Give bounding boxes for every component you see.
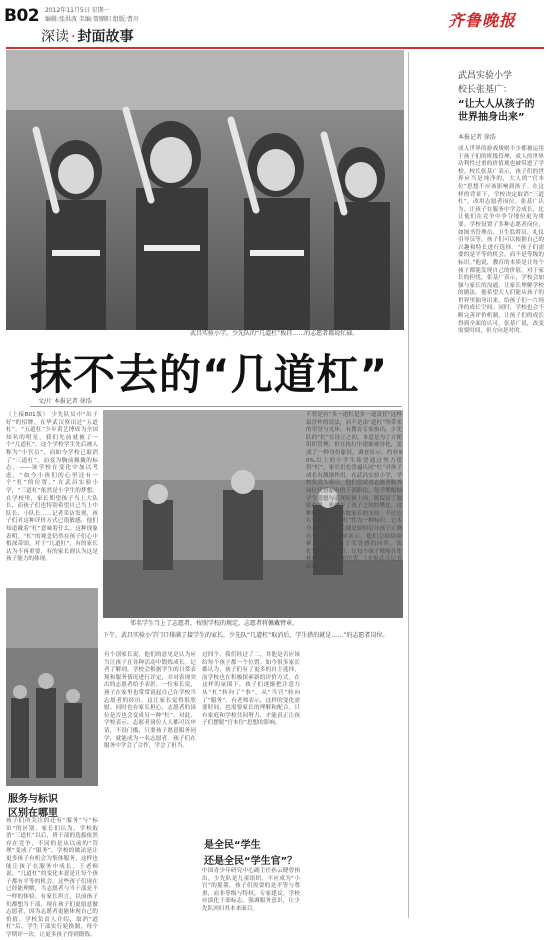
article-col1-text-b: 孩子们所关注的还有“服务”与“标识”的区别。家长们认为，学校取消“三道杠”以后，班干部的选拔依然存在竞争，不同的是从以前的“管理”变成了“服务”。学校的做法是让更多孩子有机会为集体服务，这样也能让孩子在服务中成长。王老师说，“几道杠”的变化本意是让每个孩子都有平等的机会，这些孩子们现在已经能理解，当志愿者与当干部是不一样的体验。有家长坦言，以前孩子们都想当干部，现在孩子们更愿意做志愿者，因为志愿者更能体现自己的价值。学校负责人介绍，取消“道杠”后，学生干部实行轮换制，每个学期评一次，让更多孩子得到锻炼。 [6, 818, 98, 938]
page-number: B02 [4, 6, 40, 26]
sidebar-quote: “让大人从孩子的世界抽身出来” [458, 99, 535, 123]
subheading-question-2: 还是全民“学生官”？ [204, 856, 298, 867]
paper-logo: 齐鲁晚报 [448, 11, 517, 30]
middle-photo-caption: 邻名学生当上了志愿者，按照学校的规定，志愿者将佩戴臂章。 [130, 620, 299, 627]
sidebar-body-text: 成人世界的游戏规则不少都被运用于孩子们的班级管理，成人的世界功利性过重的价值观也被带进了学校。校长张基广表示，孩子们的世界应当是纯净的，大人的“官本位”思想不应该影响到孩子。在这样的背景下，学校决定取消“三道杠”，改用志愿者岗位。张基广认为，让孩子在服务中学会成长，比让他们在竞争中争夺地位更为重要。学校设置了多种志愿者岗位，如图书管理员、卫生监督员、礼仪引导员等，孩子们可以根据自己的兴趣和特长进行选择。“孩子们需要的是平等的机会，而不是等级的标识。”他说，教育的本质是让每个孩子都能发现自己的价值。对于家长的担忧，张基广表示，学校会加强与家长的沟通，让家长理解学校的做法。他希望大人们能从孩子的世界里抽身出来，给孩子们一片纯净的成长空间。同时，学校也会不断完善评价机制，让孩子们的成长得到全面的认可。张基广说，改变需要时间，但方向是对的。 [458, 146, 544, 335]
school-gate-image [6, 588, 98, 786]
article-col2-text: 有个别家长说，他们的意见是认为应当让孩子在各种活动中锻炼成长。记者了解到，学校会根据学生的日常表现和服务情况进行评定，并对表现突出的志愿者给予表彰。一位家长说，孩子在家里也常常说起自己在学校当志愿者的经历，这让家长觉得很欣慰。同时也有家长担心，志愿者的岗位是否也会变成另一种“杠”。对此，学校表示，志愿者岗位人人都可以申请，不设门槛，只要孩子愿意服务同学，就能成为一名志愿者。孩子们在服务中学会了合作，学会了担当。 [104, 652, 196, 750]
header-rule [6, 47, 544, 49]
top-photo-caption: 武昌实验小学，少先队的“几道杠”板挂……的志愿者都说忙碌。 [190, 330, 359, 337]
sidebar-divider [408, 52, 409, 918]
article-byline: 文/片 本报记者 徐浩 [38, 398, 92, 405]
subheading-difference: 区别在哪里 [8, 808, 58, 819]
section-title [41, 26, 133, 46]
article-col4-text: 不曾是有“多一道杠是多一道责任”这样最淳朴的说法，而不是由“道杠”所带来的荣誉与光环。有教育专家指出，少先队的“杠”在设立之初，本意是为了方便组织管理，但在执行中逐渐被异化，变成了一种身份象征。调查显示，约有90%以上的小学生希望通过努力获得“杠”。家长们也普遍认同“杠”对孩子成长有激励作用。在武昌实验小学，学校负责人表示，他们尝试用志愿者服务岗位代替原有的干部职位，每学期根据学生意愿与表现轮换上岗，既保留了激励作用，也减少了孩子之间的攀比。这种做法得到了多数家长的支持。不过也有家长表示，“杠”作为一种标识，它本身并没有错，关键是如何引导孩子正确看待。学校老师表示，他们会继续探索，在保留孩子荣誉感的同时，淡化“官本位”色彩，让每个孩子都能在集体中找到自己的位置。（本报武汉记者站电） [306, 412, 402, 570]
headline: 抹不去的“几道杠” [30, 350, 389, 399]
date-line: 2012年11月5日 星期一 [45, 7, 110, 14]
article-col3-text-a: 过四个，我们经过了二，其他是否应该给每个孩子都一个位置。如今很多家长都认为，孩子们有了更多的自主选择，而学校也在积极探索新的评价方式。在这样的氛围下，孩子们逐渐把注意力从“杠”转向了“事”，从“当官”转向了“服务”。有老师表示，这样的变化需要时间，也需要家长的理解和配合，只有家庭和学校共同努力，才能真正让孩子们摆脱“官本位”思想的影响。 [202, 652, 300, 727]
top-photo [6, 50, 404, 330]
sidebar-byline: 本报记者 徐浩 [458, 134, 496, 141]
article-col3-text-b: 中国青少年研究中心副主任孙云晓曾指出，少先队是儿童组织，不应成为“小官”的摇篮。孩子们需要的是平等与尊重，而非等级与特权。专家建议，学校应淡化干部标志，强调服务意识，让少先队回归其本来面目。 [202, 868, 300, 912]
editors-line: 编辑:张洪波 美编:曾顺阳 组版:曹川 [45, 16, 139, 23]
section-name: 深读 [41, 29, 69, 45]
section-separator: · [71, 29, 76, 45]
section-subname: 封面故事 [77, 29, 134, 45]
subheading-question-1: 是全民“学生 [204, 840, 261, 851]
sidebar-title-school: 武昌实验小学 [458, 71, 513, 81]
bottom-photo-caption: 下午，武昌实验小学门口排满了接学生的家长，少先队“几道杠”取消后，学生搭的就是……”的志愿者岗位。 [103, 632, 389, 639]
article-col1-text-a: （上接B01版） 少先队员中“出于好”的招牌，在华武汉察出过“五道杠”。“五道杠”少年黄艺博成为全国知名的明星。我们先前就被了一个“几道杠”，这个学校学生先后被人称为“小官员”，而如今学校已取消了“三道杠”，而变为胸前佩戴的标志。——该学校在变化中加以考虑，“如今小孩们的心里还有一个“杠”的位置。” 在武昌实验小学，“三道杠”依然是小学生的梦想。在学校里，家长期望孩子当上大队长，而孩子们也特别希望自己当上中队长、小队长……记者采访发现，孩子们对这种评价方式已很敏感，他们知道戴着“杠”意味着什么。这种现象表明，“杠”的观念仍然在孩子们心中根深蒂固。对于“几道杠”，有的家长认为不再重要，有的家长则认为这是孩子能力的体现。 [6, 412, 98, 563]
sidebar-title-principal: 校长张基广： [458, 85, 513, 95]
headline-divider [30, 406, 402, 407]
students-saluting-image [6, 50, 404, 330]
subheading-service: 服务与标识 [8, 794, 58, 805]
bottom-photo [6, 588, 98, 786]
